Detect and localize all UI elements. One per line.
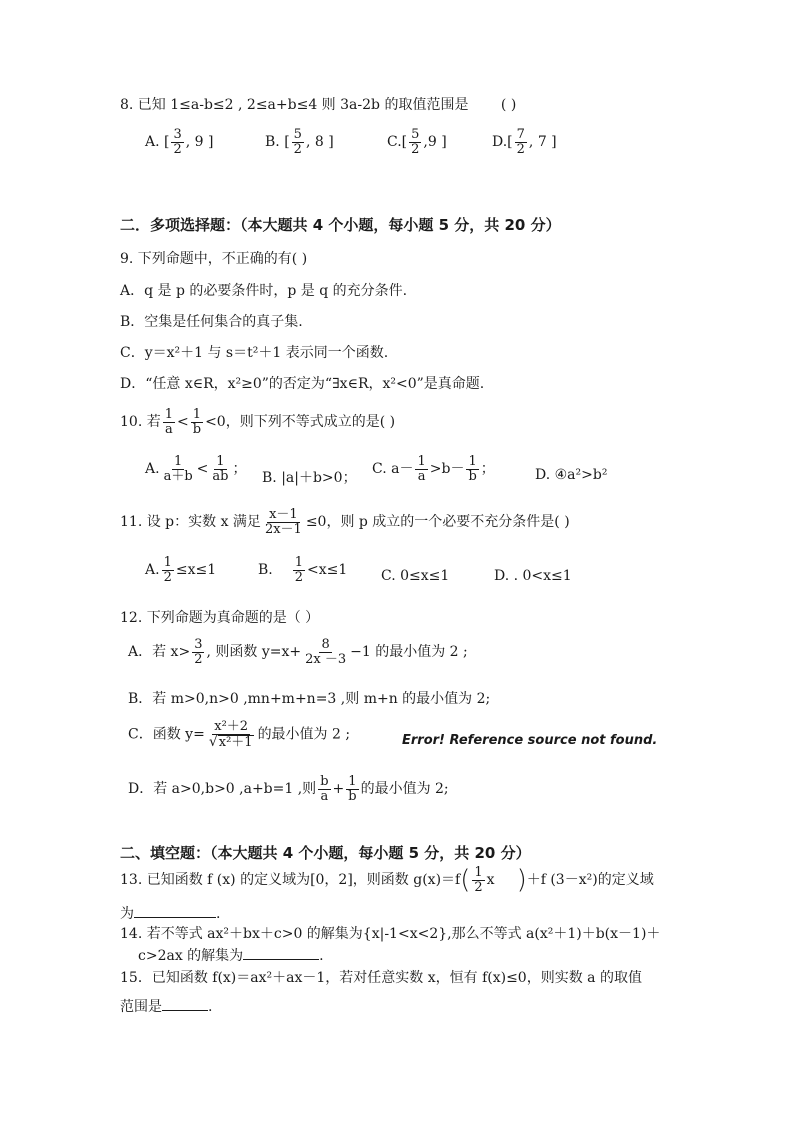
q13-line2: 为 . [120, 906, 221, 922]
fraction: $\frac{\text{x²＋2}}{\text{√x²＋1}}$ [208, 719, 253, 750]
q15-line1: 15．已知函数 f(x)＝ax²＋ax－1，若对任意实数 x，恒有 f(x)≤0，则实数 a 的取值 [120, 970, 642, 986]
q8-option-a: A. [ $\frac{3}{2}$ , 9 ] [145, 127, 214, 157]
fraction: $\frac{1}{b}$ [192, 407, 202, 437]
q8-stem-text: 8. 已知 1≤a-b≤2 , 2≤a+b≤4 则 3a-2b 的取值范围是 [120, 97, 469, 113]
fraction: $\frac{1}{b}$ [468, 454, 477, 484]
section-heading-fill-in: 二、填空题：（本大题共 4 个小题，每小题 5 分，共 20 分） [120, 844, 531, 862]
answer-blank[interactable] [134, 905, 216, 918]
fraction: $\frac{1}{a}$ [417, 454, 426, 484]
q9-option-c: C．y＝x²＋1 与 s＝t²＋1 表示同一个函数. [120, 345, 389, 361]
q9-option-a: A．q 是 p 的必要条件时，p 是 q 的充分条件. [120, 283, 408, 299]
answer-blank[interactable] [162, 998, 208, 1011]
fraction: $\frac{5}{2}$ [293, 127, 302, 157]
q8-stem [120, 97, 516, 114]
q14-line2: c>2ax 的解集为 . [138, 948, 324, 964]
fraction: $\frac{5}{2}$ [411, 127, 420, 157]
answer-blank[interactable] [243, 947, 319, 960]
fraction: $\frac{3}{2}$ [194, 637, 203, 667]
fraction: $\frac{3}{2}$ [173, 127, 182, 157]
fraction: $\frac{1}{2}$ [294, 555, 304, 585]
q14-line1: 14. 若不等式 ax²＋bx＋c>0 的解集为{x|-1<x<2},那么不等式 a(x²＋1)＋b(x－1)＋ [120, 926, 661, 942]
q15-line2: 范围是 . [120, 999, 213, 1015]
q9-stem: 9. 下列命题中，不正确的有( ) [120, 251, 308, 267]
q8-option-c: C.[ $\frac{5}{2}$ ,9 ] [387, 127, 447, 157]
q10-stem: 10. 若 $\frac{1}{a}$ < $\frac{1}{b}$ <0，则下列不等式成立的是( ) [120, 407, 396, 437]
q9-option-b: B．空集是任何集合的真子集. [120, 314, 303, 330]
q8-option-b: B. [ $\frac{5}{2}$ , 8 ] [265, 127, 334, 157]
q11-option-c: C. 0≤x≤1 [381, 568, 450, 584]
fraction: $\frac{1}{2}$ [163, 555, 172, 585]
fraction: $\frac{x-1}{2x-1}$ [264, 507, 302, 537]
fraction: $\frac{1}{a+b}$ [163, 454, 193, 484]
q11-stem: 11. 设 p：实数 x 满足 $\frac{x-1}{2x-1}$ ≤0，则 p 成立的一个必要不充分条件是( ) [120, 507, 570, 537]
q12-option-c: C．函数 y= $\frac{\text{x²＋2}}{\text{√x²＋1}}$ 的最小值为 2 ; [128, 719, 351, 750]
q12-stem: 12. 下列命题为真命题的是（ ） [120, 610, 320, 626]
q13-stem: 13. 已知函数 f (x) 的定义域为[0，2]，则函数 g(x)＝f( $\frac{1}{2}$ x )＋f (3－x²)的定义域 [120, 865, 654, 896]
q10-option-a: A. $\frac{1}{a+b}$ < $\frac{1}{ab}$ ； [145, 454, 247, 484]
q10-option-d: D. ④a²>b² [535, 467, 608, 483]
q12-option-b: B．若 m>0,n>0 ,mn+m+n=3 ,则 m+n 的最小值为 2; [128, 691, 491, 707]
q8-option-d: D.[ $\frac{7}{2}$ , 7 ] [492, 127, 557, 157]
fraction: $\frac{b}{a}$ [320, 774, 329, 804]
fraction: $\frac{1}{b}$ [348, 774, 357, 804]
q12-option-a: A．若 x> $\frac{3}{2}$ , 则函数 y=x+ $\frac{8}{2x -3}$ −1 的最小值为 2 ; [128, 637, 468, 667]
q11-option-d: D. . 0<x≤1 [494, 568, 572, 584]
q11-option-a: A. $\frac{1}{2}$ ≤x≤1 [145, 555, 217, 585]
fraction: $\frac{1}{ab}$ [212, 454, 229, 484]
q9-option-d: D．“任意 x∈R，x²≥0”的否定为“∃x∈R，x²<0”是真命题. [120, 376, 485, 392]
q10-option-b: B. |a|＋b>0； [262, 470, 357, 486]
reference-error-text: Error! Reference source not found. [402, 733, 658, 748]
q8-answer-paren: ( ) [500, 97, 517, 113]
q10-option-c: C. a－ $\frac{1}{a}$ >b－ $\frac{1}{b}$ ； [372, 454, 495, 484]
q12-option-d: D．若 a>0,b>0 ,a+b=1 ,则 $\frac{b}{a}$ + $\frac{1}{b}$ 的最小值为 2; [128, 774, 449, 804]
section-heading-multiple-choice: 二．多项选择题：（本大题共 4 个小题，每小题 5 分，共 20 分） [120, 216, 561, 234]
fraction: $\frac{7}{2}$ [516, 127, 525, 157]
fraction: $\frac{1}{a}$ [164, 407, 173, 437]
fraction: $\frac{8}{2x -3}$ [305, 637, 347, 667]
q11-option-b: B. $\frac{1}{2}$ <x≤1 [258, 555, 348, 585]
fraction: $\frac{1}{2}$ [474, 865, 483, 895]
